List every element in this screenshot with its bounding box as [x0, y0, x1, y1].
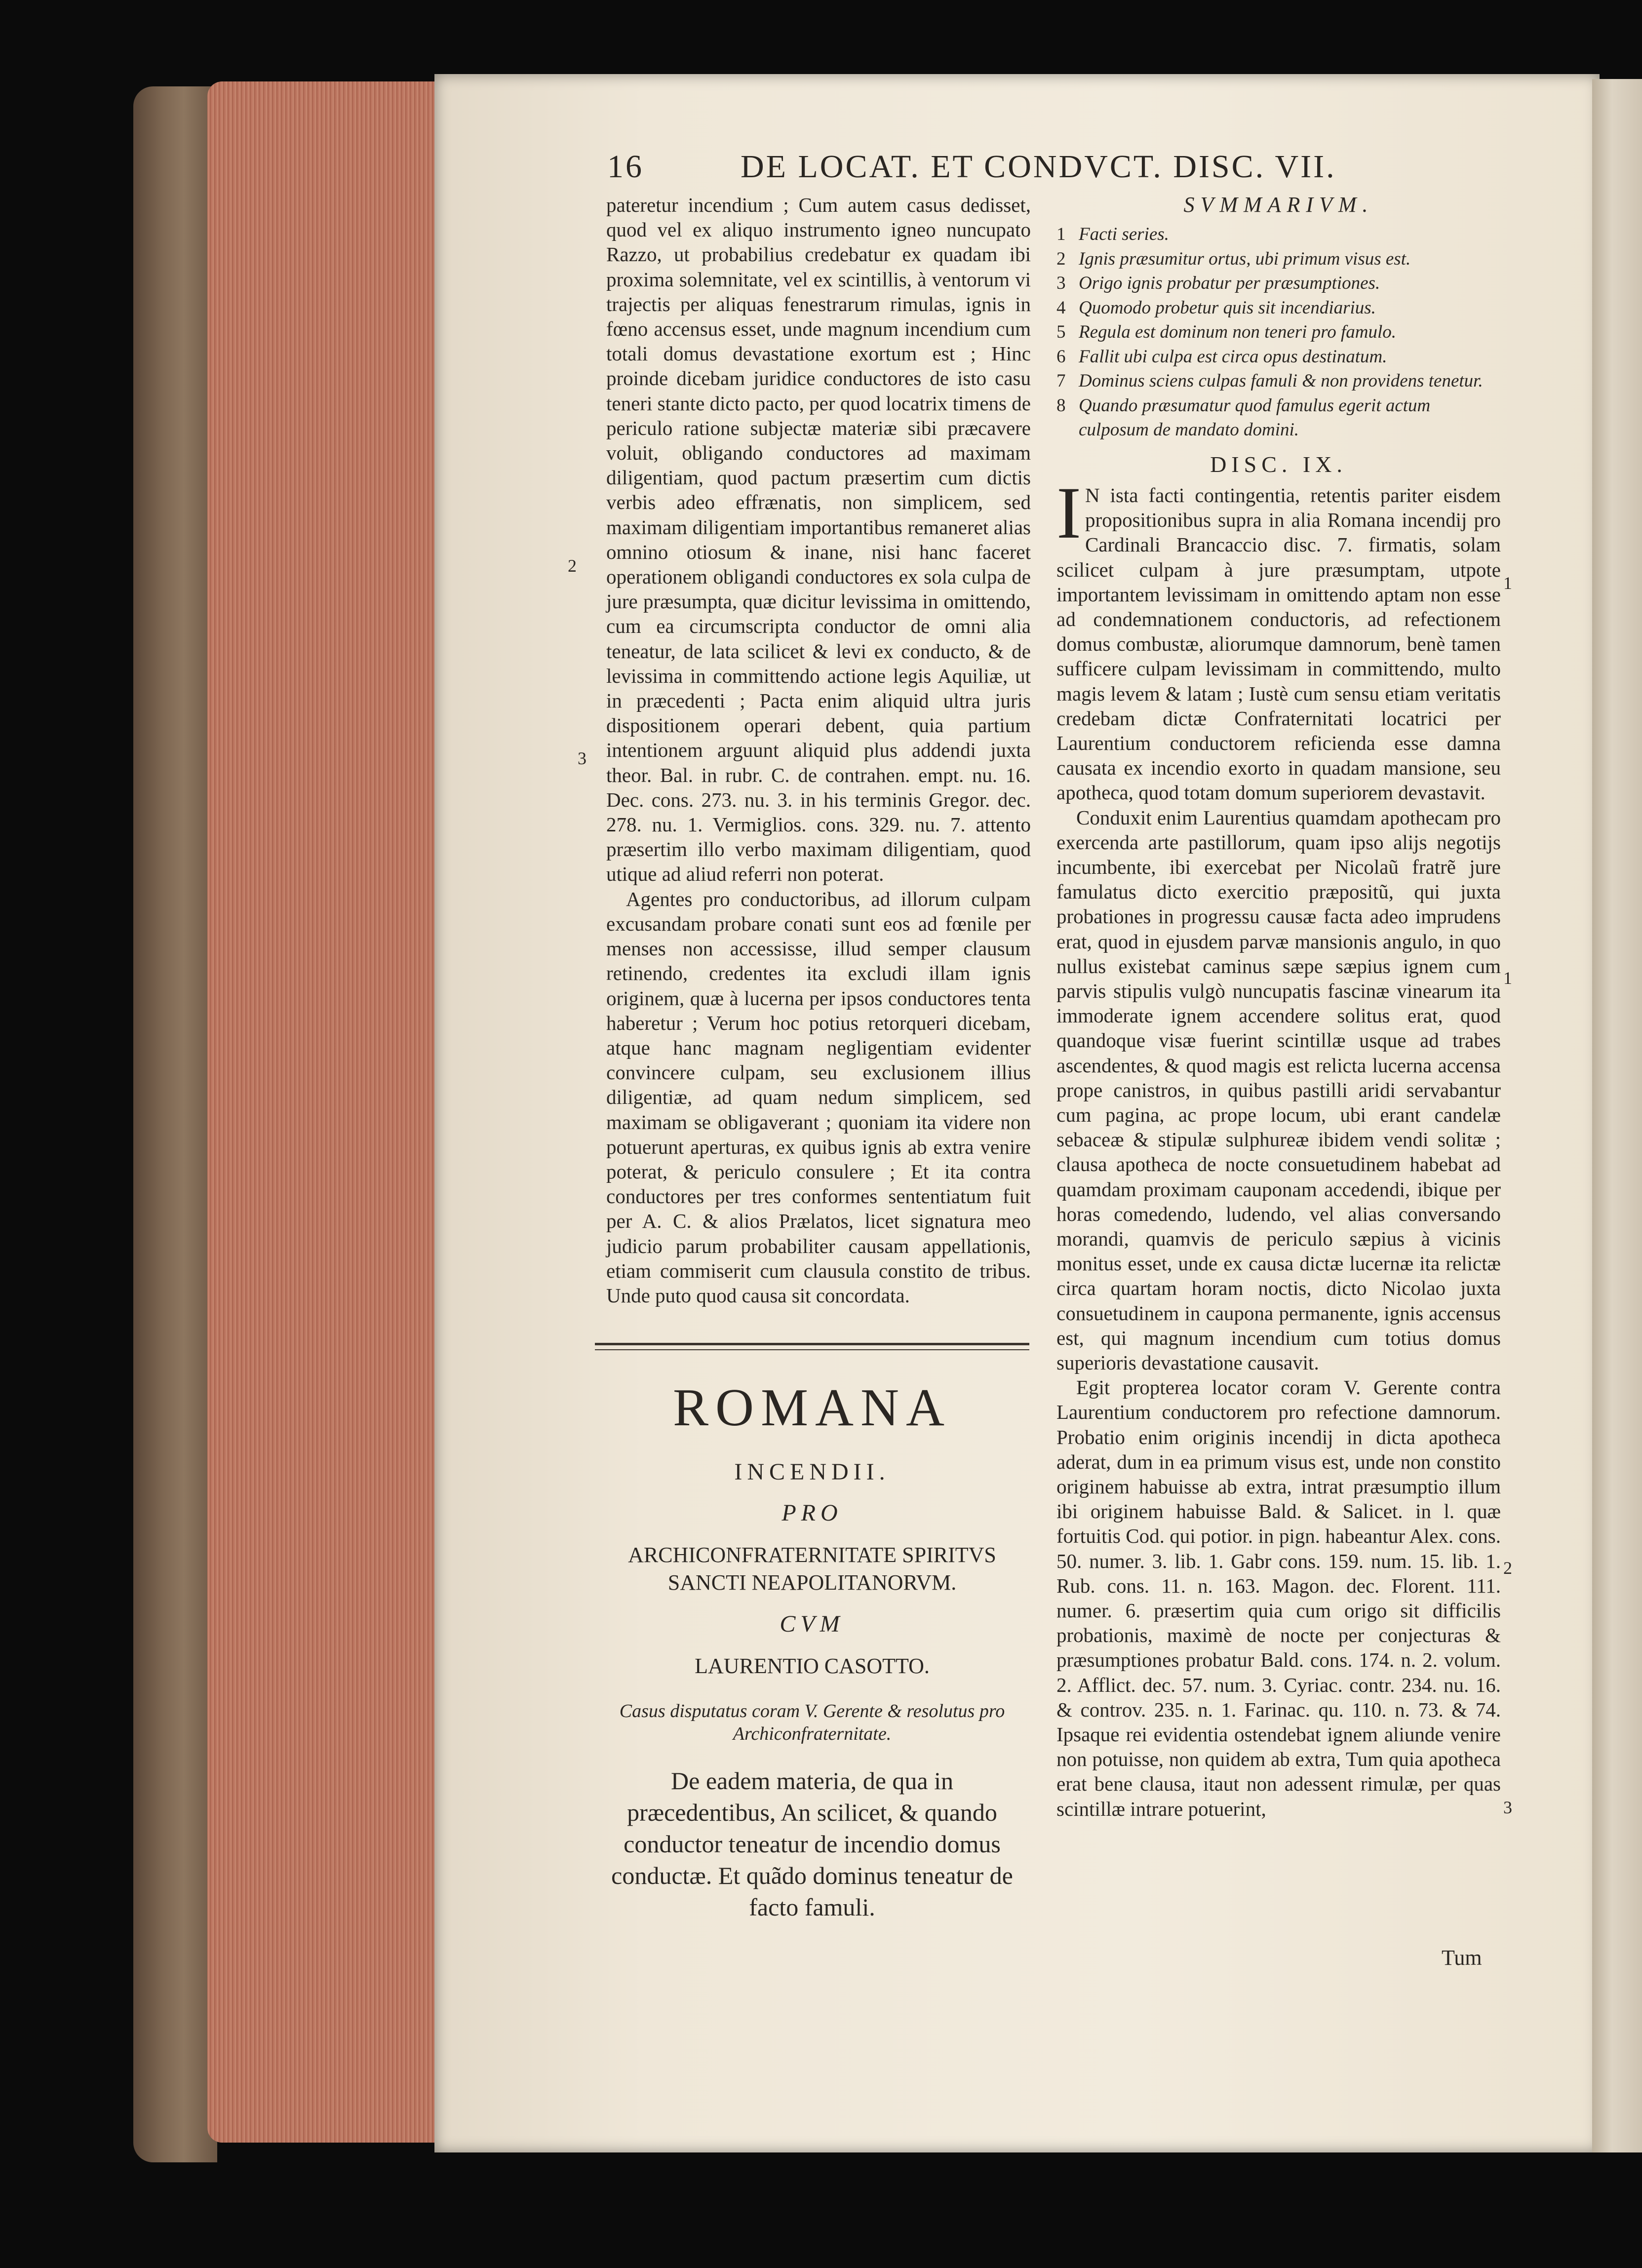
- case-note: Casus disputatus coram V. Gerente & resolutus pro Archiconfraternitate.: [619, 1701, 1005, 1744]
- left-column: [606, 193, 1031, 1308]
- margin-note: 2: [1503, 1558, 1512, 1578]
- case-title-block: [595, 1368, 1029, 1923]
- running-head: DE LOCAT. ET CONDVCT. DISC. VII.: [741, 149, 1336, 185]
- case-subtitle: INCENDII.: [734, 1459, 890, 1485]
- disc-heading: DISC. IX.: [1210, 451, 1347, 477]
- case-cum: CVM: [780, 1611, 845, 1637]
- right-paragraph-2: Conduxit enim Laurentius quamdam apothecam pro exercenda arte pastillorum, quam ipso alijs negotijs incumbente, ibi exercebat per Nicolaũ fratrẽ jure famulatus dicto exercitio præpositũ, qui juxta probationes in progressu causæ facta adeo imprudens erat, quod in ejusdem parvæ mansionis angulo, in quo nullus existebat caminus sæpe sæpius ignem cum parvis stipulis vulgò nuncupatis fascinæ vinearum ita immoderate ignem accendere solitus erat, quod quandoque visæ fuerint scintillæ usque ad trabes ascendentes, & quod magis est relicta lucerna accensa prope canistros, in quibus pastilli aridi servabantur cum pagina, ac prope locum, ubi erant candelæ sebaceæ & stipulæ sulphureæ ibidem vendi solitæ ; clausa apotheca de nocte consuetudinem habebat ad quamdam proximam cauponam accedendi, ibique per horas comedendo, ludendo, vel alias conversando morandi, quamvis de periculo sæpius à vicinis monitus esset, unde ex causa dictæ lucernæ ita relictæ circa quartam horam noctis, dicto Nicolao juxta consuetudinem in caupona permanente, ignis accensus est, qui magnum incendium cum totius domus superioris devastatione causavit.: [1056, 806, 1501, 1374]
- case-party-pro: ARCHICONFRATERNITATE SPIRITVS SANCTI NEAPOLITANORVM.: [628, 1543, 996, 1595]
- case-title: ROMANA: [672, 1378, 952, 1437]
- facing-page: [1592, 79, 1642, 2152]
- summary-item: 1 Facti series.: [1056, 224, 1169, 245]
- summary-item: 7 Dominus sciens culpas famuli & non providens tenetur.: [1056, 371, 1483, 391]
- left-paragraph-1: pateretur incendium ; Cum autem casus dedisset, quod vel ex aliquo instrumento igneo nuncupato Razzo, ut probabilius credebatur ex quadam ibi proxima solemnitate, vel ex scintillis, à ventorum vi trajectis per aliquas fenestrarum rimulas, ignis in fœno accensus esset, unde magnum incendium cum totali domus devastatione exortum est ; Hinc proinde dicebam juridice conductores de isto casu teneri stante dicto pacto, per quod locatrix timens de periculo ratione subjectæ materiæ sibi præcavere voluit, obligando conductores ad maximam diligentiam, quod pactum præsertim cum dictis verbis adeo effrænatis, non simplicem, sed maximam diligentiam importantibus remaneret alias omnino otiosum & inane, nisi hanc faceret operationem obligandi conductores ex sola culpa de jure præsumpta, quæ dicitur levissima in omittendo, cum ea circumscripta conductor de omni alia teneatur, de lata scilicet & levi ex conducto, & de levissima in committendo actione legis Aquiliæ, ut in præcedenti ; Pacta enim aliquid ultra juris dispositionem operari debent, quia partium intentionem arguunt aliquid plus addendi juxta theor. Bal. in rubr. C. de contrahen. empt. nu. 16. Dec. cons. 273. nu. 3. in his terminis Gregor. dec. 278. nu. 1. Vermiglios. cons. 329. nu. 7. attento præsertim illo verbo maximam diligentiam, quod utique ad aliud referri non poterat.: [606, 194, 1031, 886]
- section-rule: [595, 1343, 1029, 1350]
- margin-note: 3: [578, 748, 586, 768]
- case-party-cum: LAURENTIO CASOTTO.: [695, 1654, 930, 1678]
- summary-item: 2 Ignis præsumitur ortus, ubi primum visus est.: [1056, 248, 1411, 269]
- right-paragraph-1: I N ista facti contingentia, retentis pariter eisdem propositionibus supra in alia Romana incendij pro Cardinali Brancaccio disc. 7. firmatis, solam scilicet culpam à jure præsumptam, utpote importantem levissimam in omittendo aptam non esse ad condemnationem conductoris, ad refectionem domus combustæ, aliorumque damnorum, benè tamen sufficere culpam levissimam in committendo, multo magis levem & latam ; Iustè cum sensu etiam veritatis credebam dictæ Confraternitati locatrici per Laurentium conductorem reficienda esse damna causata ex incendio exorto in quadam mansione, seu apotheca, quod totam domum superiorem devastavit.: [1056, 471, 1501, 804]
- left-paragraph-2: Agentes pro conductoribus, ad illorum culpam excusandam probare conati sunt eos ad fœnile per menses non accessisse, illud semper clausum retinendo, credentes ita excludi illam ignis originem, quæ à lucerna per ipsos conductores tenta haberetur ; Verum hoc potius retorqueri dicebam, atque hanc magnam negligentiam evidenter convincere culpam, seu exclusionem illius diligentiæ, ad quam nedum simplicem, sed maximam se obligaverant ; quoniam ita videre non potuerunt aperturas, ex quibus ignis ab extra venire poterat, & periculo consulere ; Et ita contra conductores per tres conformes sententiatum fuit per A. C. & alios Prælatos, licet signatura meo judicio parum probabiliter causam appellationis, etiam commiserit cum clausula constito de tribus. Unde puto quod causa sit concordata.: [606, 887, 1031, 1307]
- right-paragraph-3: Egit propterea locator coram V. Gerente contra Laurentium conductorem pro refectione damnorum. Probatio enim originis incendij in dicta apotheca aderat, dum in ea primum visus est, unde non constito originem habuisse ab extra, intrat præsumptio illum ibi originem habuisse Bald. & Salicet. in l. quæ fortuitis Cod. qui potior. in pign. habeantur Alex. cons. 50. numer. 3. lib. 1. Gabr cons. 159. num. 15. lib. 1. Rub. cons. 11. n. 163. Magon. dec. Florent. 111. numer. 6. præsertim quia cum origo sit difficilis probationis, maximè de nocte per conjecturas & præsumptiones probatur Bald. cons. 174. n. 2. volum. 2. Afflict. dec. 57. num. 3. Cyriac. contr. 234. nu. 16. & controv. 235. n. 1. Farinac. qu. 110. n. 73. & 74. Ipsaque rei evidentia ostendebat ignem aliunde venire non potuisse, non quidem ab extra, Tum quia apotheca erat bene clausa, itaut non adessent rimulæ, per quas scintillæ intrare potuerint,: [1056, 1376, 1501, 1820]
- summary-item: 3 Origo ignis probatur per præsumptiones.: [1056, 273, 1380, 294]
- summary-item: 4 Quomodo probetur quis sit incendiarius.: [1056, 297, 1376, 318]
- margin-note: 2: [568, 556, 577, 576]
- drop-cap: I: [1056, 471, 1081, 554]
- summarium-heading: SVMMARIVM.: [1183, 193, 1374, 217]
- page-edges: [207, 81, 439, 2143]
- book-spine: [133, 86, 217, 2162]
- case-pro: PRO: [782, 1500, 843, 1526]
- case-subject: De eadem materia, de qua in præcedentibus, An scilicet, & quando conductor teneatur de incendio domus conductæ. Et quãdo dominus teneatur de facto famuli.: [611, 1767, 1013, 1921]
- margin-note: 3: [1503, 1798, 1512, 1817]
- summary-item: 6 Fallit ubi culpa est circa opus destinatum.: [1056, 346, 1387, 367]
- catchword: Tum: [1442, 1946, 1482, 1970]
- page-number: 16: [607, 149, 644, 185]
- margin-note: 1: [1503, 968, 1512, 988]
- margin-note: 1: [1503, 573, 1512, 593]
- summary-item: 5 Regula est dominum non teneri pro famulo.: [1056, 322, 1396, 343]
- right-column: [1056, 193, 1501, 1821]
- summary-item: 8 Quando præsumatur quod famulus egerit actum culposum de mandato domini.: [1056, 395, 1431, 440]
